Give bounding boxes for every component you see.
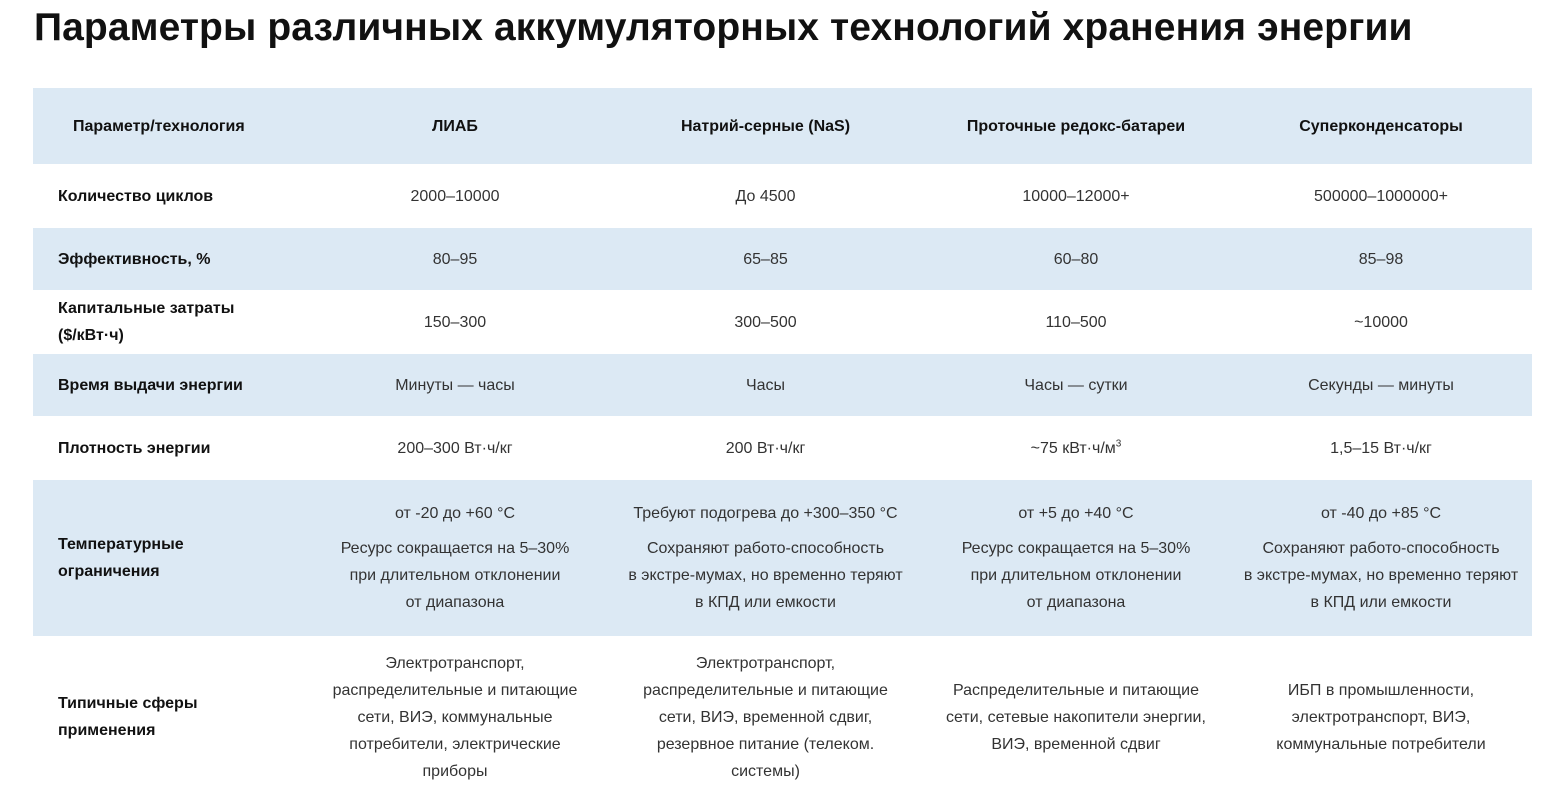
note-line: при длительном отклонении [349,567,561,584]
app-line: коммунальные потребители [1276,735,1486,753]
app-line: ВИЭ, временной сдвиг [991,735,1161,753]
row-label-line: ($/кВт·ч) [58,327,124,344]
row-label-capex [33,290,301,354]
note-line: в КПД или емкости [695,594,836,611]
row-label-cycles: Количество циклов [58,187,214,205]
cell-value: 200–300 Вт·ч/кг [397,439,513,457]
header-flow-redox: Проточные редокс-батареи [922,88,1230,164]
cell-value: Часы — сутки [922,354,1230,416]
cell-value: 80–95 [301,228,609,290]
table-row-discharge-time [33,354,1532,416]
note-line: при длительном отклонении [970,567,1182,584]
row-label-line: применения [58,722,156,739]
row-label-line: ограничения [58,563,160,580]
temperature-note [922,535,1230,616]
note-line: Сохраняют работо-способность [646,540,885,557]
cell-value: 85–98 [1230,228,1532,290]
note-line: от диапазона [1026,594,1126,611]
app-line: резервное питание (телеком. [656,735,875,753]
superscript: 3 [1115,438,1122,450]
cell-value [922,416,1230,480]
cell-value: ~10000 [1354,313,1408,331]
cell-applications [609,636,922,798]
comparison-table-container [33,88,1532,798]
cell-value: 2000–10000 [410,187,500,205]
note-line: от диапазона [405,594,505,611]
comparison-table [33,88,1532,798]
header-supercapacitors: Суперконденсаторы [1230,88,1532,164]
cell-temperature [922,480,1230,636]
cell-value: Часы [609,354,922,416]
row-label-line: Капитальные затраты [58,300,235,317]
table-header-row [33,88,1532,164]
header-nas: Натрий-серные (NaS) [609,88,922,164]
app-line: Электротранспорт, [385,654,525,672]
row-label-line: Температурные [58,536,184,553]
temperature-range: от -40 до +85 °C [1320,505,1442,522]
app-line: распределительные и питающие [643,681,888,699]
header-parameter: Параметр/технология [33,88,301,164]
cell-applications [1230,636,1532,798]
app-line: ИБП в промышленности, [1287,681,1475,699]
cell-temperature [1230,480,1532,636]
cell-applications [301,636,609,798]
cell-value: 1,5–15 Вт·ч/кг [1330,439,1432,457]
table-row-capex [33,290,1532,354]
cell-temperature [301,480,609,636]
row-label-temperature [33,480,301,636]
app-line: электротранспорт, ВИЭ, [1291,708,1471,726]
row-label-discharge-time: Время выдачи энергии [33,354,301,416]
app-line: сети, ВИЭ, временной сдвиг, [658,708,873,726]
temperature-range: от -20 до +60 °C [394,505,516,522]
temperature-note [1230,535,1532,616]
app-line: приборы [422,762,488,780]
cell-value-text: ~75 кВт·ч/м [1030,439,1116,457]
temperature-note [609,535,922,616]
cell-value: Секунды — минуты [1230,354,1532,416]
temperature-note [301,535,609,616]
table-row-applications [33,636,1532,798]
table-row-efficiency [33,228,1532,290]
cell-applications [922,636,1230,798]
note-line: Ресурс сокращается на 5–30% [340,540,570,557]
table-row-temperature [33,480,1532,636]
app-line: системы) [731,762,800,780]
cell-value: 65–85 [609,228,922,290]
cell-value: 150–300 [423,313,487,331]
cell-value: До 4500 [735,187,796,205]
header-liab: ЛИАБ [301,88,609,164]
note-line: Ресурс сокращается на 5–30% [961,540,1191,557]
temperature-range: Требуют подогрева до +300–350 °C [633,505,898,522]
row-label-efficiency: Эффективность, % [33,228,301,290]
page-title: Параметры различных аккумуляторных технологий хранения энергии [34,6,1413,49]
app-line: сети, ВИЭ, коммунальные [357,708,553,726]
table-row-energy-density [33,416,1532,480]
table-row-cycles [33,164,1532,228]
cell-value: 60–80 [922,228,1230,290]
temperature-range: от +5 до +40 °C [1018,505,1134,522]
cell-value: 200 Вт·ч/кг [725,439,806,457]
note-line: в КПД или емкости [1310,594,1452,611]
cell-value: 300–500 [734,313,797,331]
app-line: сети, сетевые накопители энергии, [946,708,1206,726]
note-line: в экстре-мумах, но временно теряют [628,567,903,584]
row-label-line: Типичные сферы [58,695,198,712]
app-line: Электротранспорт, [695,654,836,672]
app-line: Распределительные и питающие [952,681,1200,699]
app-line: распределительные и питающие [332,681,578,699]
cell-value: Минуты — часы [301,354,609,416]
row-label-applications [33,636,301,798]
app-line: потребители, электрические [349,735,561,753]
cell-value: 500000–1000000+ [1314,187,1448,205]
note-line: Сохраняют работо-способность [1262,540,1500,557]
cell-value: 10000–12000+ [1022,187,1130,205]
cell-temperature [609,480,922,636]
note-line: в экстре-мумах, но временно теряют [1243,567,1519,584]
row-label-energy-density: Плотность энергии [58,439,211,457]
cell-value: 110–500 [1045,313,1107,331]
